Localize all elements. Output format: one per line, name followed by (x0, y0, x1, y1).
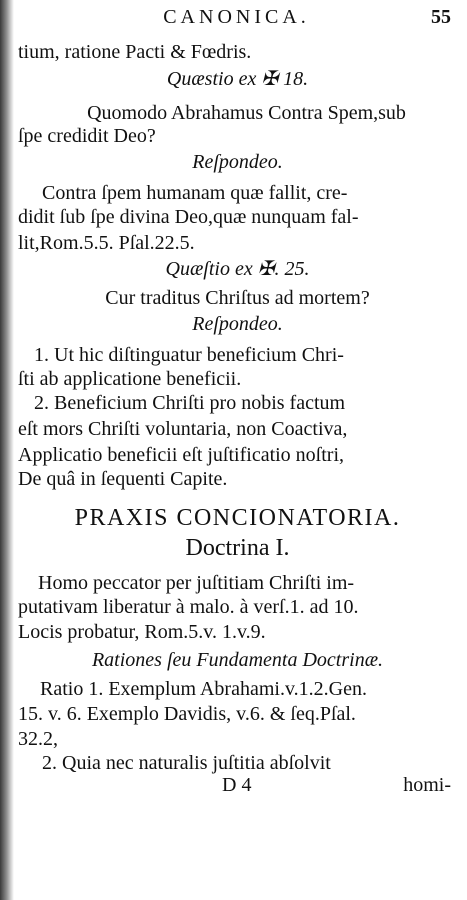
text-line: Contra ſpem humanam quæ fallit, cre- (42, 182, 348, 204)
page-footer (18, 774, 455, 798)
respondeo-heading: Reſpondeo. (192, 151, 283, 173)
text-line: lit,Rom.5.5. Pſal.22.5. (18, 232, 195, 254)
question-heading: Quæstio ex ✠ 18. (166, 68, 309, 90)
text-line: 2. Beneficium Chriſti pro nobis factum (34, 392, 346, 414)
text-line: Applicatio beneficii eſt juſtificatio noſtri, (18, 444, 345, 466)
text-line: putativam liberatur à malo. à verſ.1. ad 10. (18, 596, 359, 618)
rationes-heading: Rationes ſeu Fundamenta Doctrinæ. (91, 649, 384, 671)
text-line: Homo peccator per juſtitiam Chriſti im- (38, 572, 355, 594)
text-line: Quomodo Abrahamus Contra Spem,sub (87, 102, 406, 124)
signature-mark: D 4 (222, 774, 252, 796)
section-heading: PRAXIS CONCIONATORIA. (74, 506, 401, 530)
text-line: 1. Ut hic diſtinguatur beneficium Chri- (34, 344, 344, 366)
respondeo-heading: Reſpondeo. (192, 313, 283, 335)
text-line: ſpe credidit Deo? (18, 125, 156, 147)
text-line: 15. v. 6. Exemplo Davidis, v.6. & ſeq.Pſal. (18, 703, 356, 725)
text-line: 32.2, (18, 728, 58, 750)
catchword: homi- (403, 774, 451, 796)
text-line: eſt mors Chriſti voluntaria, non Coactiva, (18, 418, 348, 440)
text-line: Ratio 1. Exemplum Abrahami.v.1.2.Gen. (40, 678, 367, 700)
text-line: Locis probatur, Rom.5.v. 1.v.9. (18, 621, 266, 643)
text-line: De quâ in ſequenti Capite. (18, 468, 228, 490)
page-number: 55 (431, 6, 451, 28)
text-line: 2. Quia nec naturalis juſtitia abſolvit (42, 752, 331, 774)
text-line: Cur traditus Chriſtus ad mortem? (105, 287, 370, 309)
text-line: ſti ab applicatione beneficii. (18, 368, 242, 390)
running-title: CANONICA. (163, 6, 310, 28)
text-line: tium, ratione Pacti & Fœdris. (18, 41, 252, 63)
question-heading: Quæſtio ex ✠. 25. (165, 258, 310, 280)
running-header (18, 6, 455, 32)
text-line: didit ſub ſpe divina Deo,quæ nunquam fal- (18, 206, 359, 228)
doctrina-heading: Doctrina I. (185, 536, 290, 560)
